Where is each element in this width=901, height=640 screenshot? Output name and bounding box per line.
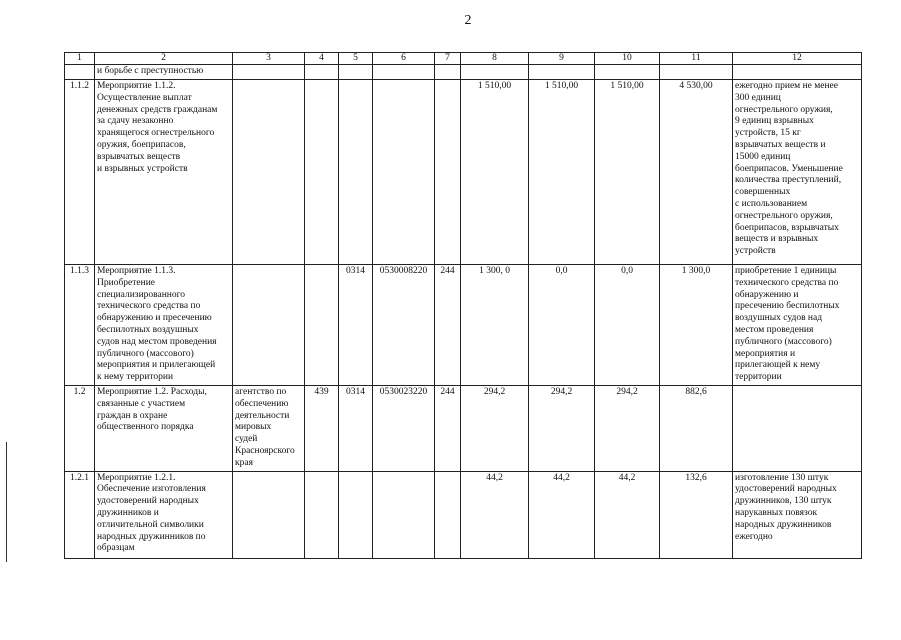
vr-code: 244 (435, 385, 461, 471)
table-row (65, 80, 862, 265)
table-cell (65, 65, 95, 80)
margin-line (6, 442, 7, 562)
header-cell: 2 (95, 53, 233, 65)
table-cell (435, 65, 461, 80)
table-row (65, 471, 862, 558)
csr-code: 0530023220 (373, 385, 435, 471)
year1-value: 294,2 (461, 385, 529, 471)
header-cell: 7 (435, 53, 461, 65)
year1-value: 44,2 (461, 471, 529, 558)
row-number: 1.1.2 (65, 80, 95, 265)
table-cell (373, 65, 435, 80)
row-number: 1.1.3 (65, 265, 95, 386)
year2-value: 294,2 (529, 385, 595, 471)
table-cell (529, 65, 595, 80)
expected-result: приобретение 1 единицы технического средства по обнаружению и пресечению беспилотных воздушных судов над местом проведения публичного (массового) мероприятия и прилегающей к нему территории (733, 265, 862, 386)
header-cell: 9 (529, 53, 595, 65)
table-cell (305, 65, 339, 80)
executor (233, 80, 305, 265)
rzpr-code (339, 471, 373, 558)
grbs-code (305, 265, 339, 386)
grbs-code (305, 471, 339, 558)
executor (233, 265, 305, 386)
total-value: 1 300,0 (660, 265, 733, 386)
continuation-text: и борьбе с преступностью (95, 65, 233, 80)
rzpr-code (339, 80, 373, 265)
measure-name: Мероприятие 1.2. Расходы, связанные с участием граждан в охране общественного порядка (95, 385, 233, 471)
table-row (65, 385, 862, 471)
year3-value: 44,2 (595, 471, 660, 558)
total-value: 132,6 (660, 471, 733, 558)
row-number: 1.2 (65, 385, 95, 471)
grbs-code: 439 (305, 385, 339, 471)
table-cell (733, 65, 862, 80)
measure-name: Мероприятие 1.2.1. Обеспечение изготовления удостоверений народных дружинников и отличительной символики народных дружинников по образцам (95, 471, 233, 558)
vr-code (435, 471, 461, 558)
continuation-row (65, 65, 862, 80)
csr-code (373, 80, 435, 265)
header-row (65, 53, 862, 65)
table-cell (461, 65, 529, 80)
csr-code (373, 471, 435, 558)
expected-result: ежегодно прием не менее 300 единиц огнестрельного оружия, 9 единиц взрывных устройств, 15 кг взрывчатых веществ и 15000 единиц боеприпасов. Уменьшение количества преступлений, совершенных с использованием огнестрельного оружия, боеприпасов, взрывчатых веществ и взрывных устройств (733, 80, 862, 265)
total-value: 4 530,00 (660, 80, 733, 265)
year2-value: 1 510,00 (529, 80, 595, 265)
grbs-code (305, 80, 339, 265)
header-cell: 1 (65, 53, 95, 65)
table-cell (233, 65, 305, 80)
year1-value: 1 510,00 (461, 80, 529, 265)
header-cell: 11 (660, 53, 733, 65)
expected-result (733, 385, 862, 471)
measure-name: Мероприятие 1.1.2. Осуществление выплат денежных средств гражданам за сдачу незаконно хранящегося огнестрельного оружия, боеприпасов, взрывчатых веществ и взрывных устройств (95, 80, 233, 265)
page-number: 2 (464, 13, 472, 28)
expected-result: изготовление 130 штук удостоверений народных дружинников, 130 штук нарукавных повязок народных дружинников ежегодно (733, 471, 862, 558)
header-cell: 10 (595, 53, 660, 65)
header-cell: 4 (305, 53, 339, 65)
year1-value: 1 300, 0 (461, 265, 529, 386)
total-value: 882,6 (660, 385, 733, 471)
year2-value: 0,0 (529, 265, 595, 386)
table-row (65, 265, 862, 386)
budget-table (64, 52, 862, 559)
header-cell: 5 (339, 53, 373, 65)
table-cell (660, 65, 733, 80)
header-cell: 12 (733, 53, 862, 65)
table-cell (339, 65, 373, 80)
vr-code (435, 80, 461, 265)
row-number: 1.2.1 (65, 471, 95, 558)
year3-value: 294,2 (595, 385, 660, 471)
csr-code: 0530008220 (373, 265, 435, 386)
executor: агентство по обеспечению деятельности мировых судей Красноярского края (233, 385, 305, 471)
measure-name: Мероприятие 1.1.3. Приобретение специализированного технического средства по обнаружению и пресечению беспилотных воздушных судов над местом проведения публичного (массового) мероприятия и прилегающей к нему территории (95, 265, 233, 386)
header-cell: 6 (373, 53, 435, 65)
rzpr-code: 0314 (339, 385, 373, 471)
year2-value: 44,2 (529, 471, 595, 558)
vr-code: 244 (435, 265, 461, 386)
year3-value: 1 510,00 (595, 80, 660, 265)
table-cell (595, 65, 660, 80)
year3-value: 0,0 (595, 265, 660, 386)
header-cell: 3 (233, 53, 305, 65)
header-cell: 8 (461, 53, 529, 65)
executor (233, 471, 305, 558)
rzpr-code: 0314 (339, 265, 373, 386)
